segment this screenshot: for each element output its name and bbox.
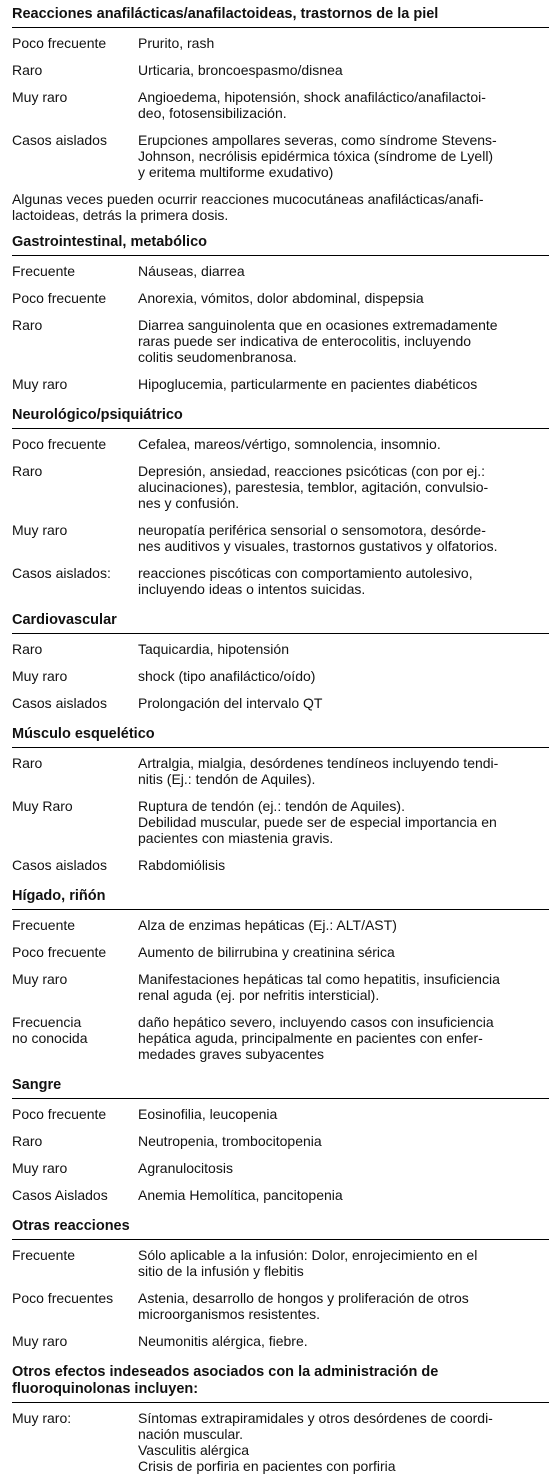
- table-row: [12, 668, 549, 684]
- section-title: Músculo esquelético: [12, 722, 549, 748]
- table-row: [12, 1290, 549, 1322]
- effect-description: Anemia Hemolítica, pancitopenia: [138, 1187, 343, 1203]
- table-row: [12, 463, 549, 511]
- frequency-label: Frecuente: [12, 263, 76, 279]
- effect-description: Diarrea sanguinolenta que en ocasiones extremadamente raras puede ser indicativa de enterocolitis, incluyendo colitis seudomenbranosa.: [138, 317, 498, 365]
- effect-description: Artralgia, mialgia, desórdenes tendíneos incluyendo tendi- nitis (Ej.: tendón de Aquiles).: [138, 755, 499, 787]
- frequency-label: Muy raro: [12, 89, 68, 105]
- effect-description: Hipoglucemia, particularmente en pacientes diabéticos: [138, 376, 478, 392]
- table-row: [12, 565, 549, 597]
- table-row: [12, 263, 549, 279]
- frequency-label: Muy raro: [12, 522, 68, 538]
- table-row: [12, 798, 549, 846]
- table-row: [12, 1133, 549, 1149]
- effect-description: Anorexia, vómitos, dolor abdominal, dispepsia: [138, 290, 424, 306]
- table-row: [12, 944, 549, 960]
- section: [12, 1360, 549, 1474]
- frequency-label: Muy raro: [12, 1160, 68, 1176]
- effect-description: Erupciones ampollares severas, como síndrome Stevens- Johnson, necrólisis epidérmica tóxica (síndrome de Lyell) y eritema multiforme exudativo): [138, 132, 497, 180]
- section-title: Otras reacciones: [12, 1214, 549, 1240]
- section-title: Sangre: [12, 1073, 549, 1099]
- frequency-label: Casos aislados: [12, 695, 107, 711]
- effect-description: reacciones piscóticas con comportamiento autolesivo, incluyendo ideas o intentos suicidas.: [138, 565, 473, 597]
- frequency-label: Frecuencia no conocida: [12, 1014, 88, 1046]
- table-row: [12, 755, 549, 787]
- frequency-label: Raro: [12, 62, 43, 78]
- frequency-label: Poco frecuente: [12, 1106, 107, 1122]
- effect-description: Manifestaciones hepáticas tal como hepatitis, insuficiencia renal aguda (ej. por nefritis intersticial).: [138, 971, 500, 1003]
- table-row: [12, 89, 549, 121]
- section: [12, 6, 549, 223]
- table-row: [12, 1333, 549, 1349]
- effect-description: Eosinofilia, leucopenia: [138, 1106, 278, 1122]
- section-title: Gastrointestinal, metabólico: [12, 230, 549, 256]
- section-title: Reacciones anafilácticas/anafilactoideas, trastornos de la piel: [12, 6, 549, 28]
- effect-description: Angioedema, hipotensión, shock anafiláctico/anafilactoi- deo, fotosensibilización.: [138, 89, 486, 121]
- table-row: [12, 35, 549, 51]
- frequency-label: Casos Aislados: [12, 1187, 108, 1203]
- section-title: Neurológico/psiquiátrico: [12, 403, 549, 429]
- table-row: [12, 641, 549, 657]
- effect-description: Ruptura de tendón (ej.: tendón de Aquiles). Debilidad muscular, puede ser de especial importancia en pacientes con miastenia gravis.: [138, 798, 497, 846]
- effect-description: Agranulocitosis: [138, 1160, 233, 1176]
- frequency-label: Frecuente: [12, 1247, 76, 1263]
- frequency-label: Raro: [12, 641, 43, 657]
- section: [12, 1073, 549, 1203]
- effect-description: Prurito, rash: [138, 35, 215, 51]
- frequency-label: Poco frecuentes: [12, 1290, 114, 1306]
- section-title: Otros efectos indeseados asociados con la administración de fluoroquinolonas incluyen:: [12, 1360, 549, 1403]
- table-row: [12, 1160, 549, 1176]
- frequency-label: Raro: [12, 755, 43, 771]
- effect-description: daño hepático severo, incluyendo casos con insuficiencia hepática aguda, principalmente en pacientes con enfer- medades graves subyacentes: [138, 1014, 494, 1062]
- table-row: [12, 290, 549, 306]
- table-row: [12, 1410, 549, 1474]
- effect-description: Depresión, ansiedad, reacciones psicóticas (con por ej.: alucinaciones), parestesia, temblor, agitación, convulsio- nes y confusión.: [138, 463, 489, 511]
- section: [12, 403, 549, 597]
- section-note: Algunas veces pueden ocurrir reacciones mucocutáneas anafilácticas/anafi- lactoideas, detrás la primera dosis.: [12, 191, 484, 223]
- frequency-label: Muy raro: [12, 971, 68, 987]
- effect-description: Cefalea, mareos/vértigo, somnolencia, insomnio.: [138, 436, 441, 452]
- section: [12, 608, 549, 711]
- effect-description: Náuseas, diarrea: [138, 263, 245, 279]
- effect-description: Urticaria, broncoespasmo/disnea: [138, 62, 343, 78]
- effect-description: Astenia, desarrollo de hongos y proliferación de otros microorganismos resistentes.: [138, 1290, 469, 1322]
- frequency-label: Casos aislados:: [12, 565, 111, 581]
- frequency-label: Muy raro: [12, 376, 68, 392]
- table-row: [12, 695, 549, 711]
- frequency-label: Poco frecuente: [12, 35, 107, 51]
- effect-description: neuropatía periférica sensorial o sensomotora, desórde- nes auditivos y visuales, trastornos gustativos y olfatorios.: [138, 522, 498, 554]
- effect-description: Sólo aplicable a la infusión: Dolor, enrojecimiento en el sitio de la infusión y flebitis: [138, 1247, 478, 1279]
- table-row: [12, 1247, 549, 1279]
- frequency-label: Casos aislados: [12, 857, 107, 873]
- table-row: [12, 376, 549, 392]
- table-row: [12, 317, 549, 365]
- section: [12, 230, 549, 392]
- section: [12, 884, 549, 1062]
- table-row: [12, 1187, 549, 1203]
- frequency-label: Raro: [12, 463, 43, 479]
- table-row: [12, 62, 549, 78]
- frequency-label: Muy raro: [12, 668, 68, 684]
- effect-description: shock (tipo anafiláctico/oído): [138, 668, 316, 684]
- section-title: Cardiovascular: [12, 608, 549, 634]
- frequency-label: Muy raro: [12, 1333, 68, 1349]
- frequency-label: Poco frecuente: [12, 290, 107, 306]
- frequency-label: Raro: [12, 1133, 43, 1149]
- table-row: [12, 917, 549, 933]
- frequency-label: Poco frecuente: [12, 436, 107, 452]
- effect-description: Aumento de bilirrubina y creatinina sérica: [138, 944, 395, 960]
- frequency-label: Raro: [12, 317, 43, 333]
- effect-description: Rabdomiólisis: [138, 857, 226, 873]
- effect-description: Taquicardia, hipotensión: [138, 641, 289, 657]
- section-title: Hígado, riñón: [12, 884, 549, 910]
- section: [12, 722, 549, 873]
- effect-description: Alza de enzimas hepáticas (Ej.: ALT/AST): [138, 917, 397, 933]
- effect-description: Prolongación del intervalo QT: [138, 695, 323, 711]
- effect-description: Síntomas extrapiramidales y otros desórdenes de coordi- nación muscular. Vasculitis alérgica Crisis de porfiria en pacientes con porfiria: [138, 1410, 493, 1474]
- frequency-label: Casos aislados: [12, 132, 107, 148]
- table-row: [12, 857, 549, 873]
- table-row: [12, 522, 549, 554]
- frequency-label: Muy Raro: [12, 798, 73, 814]
- effect-description: Neumonitis alérgica, fiebre.: [138, 1333, 308, 1349]
- table-row: [12, 1106, 549, 1122]
- section: [12, 1214, 549, 1349]
- frequency-label: Muy raro:: [12, 1410, 72, 1426]
- effect-description: Neutropenia, trombocitopenia: [138, 1133, 322, 1149]
- frequency-label: Poco frecuente: [12, 944, 107, 960]
- table-row: [12, 1014, 549, 1062]
- table-row: [12, 971, 549, 1003]
- frequency-label: Frecuente: [12, 917, 76, 933]
- table-row: [12, 436, 549, 452]
- table-row: [12, 132, 549, 180]
